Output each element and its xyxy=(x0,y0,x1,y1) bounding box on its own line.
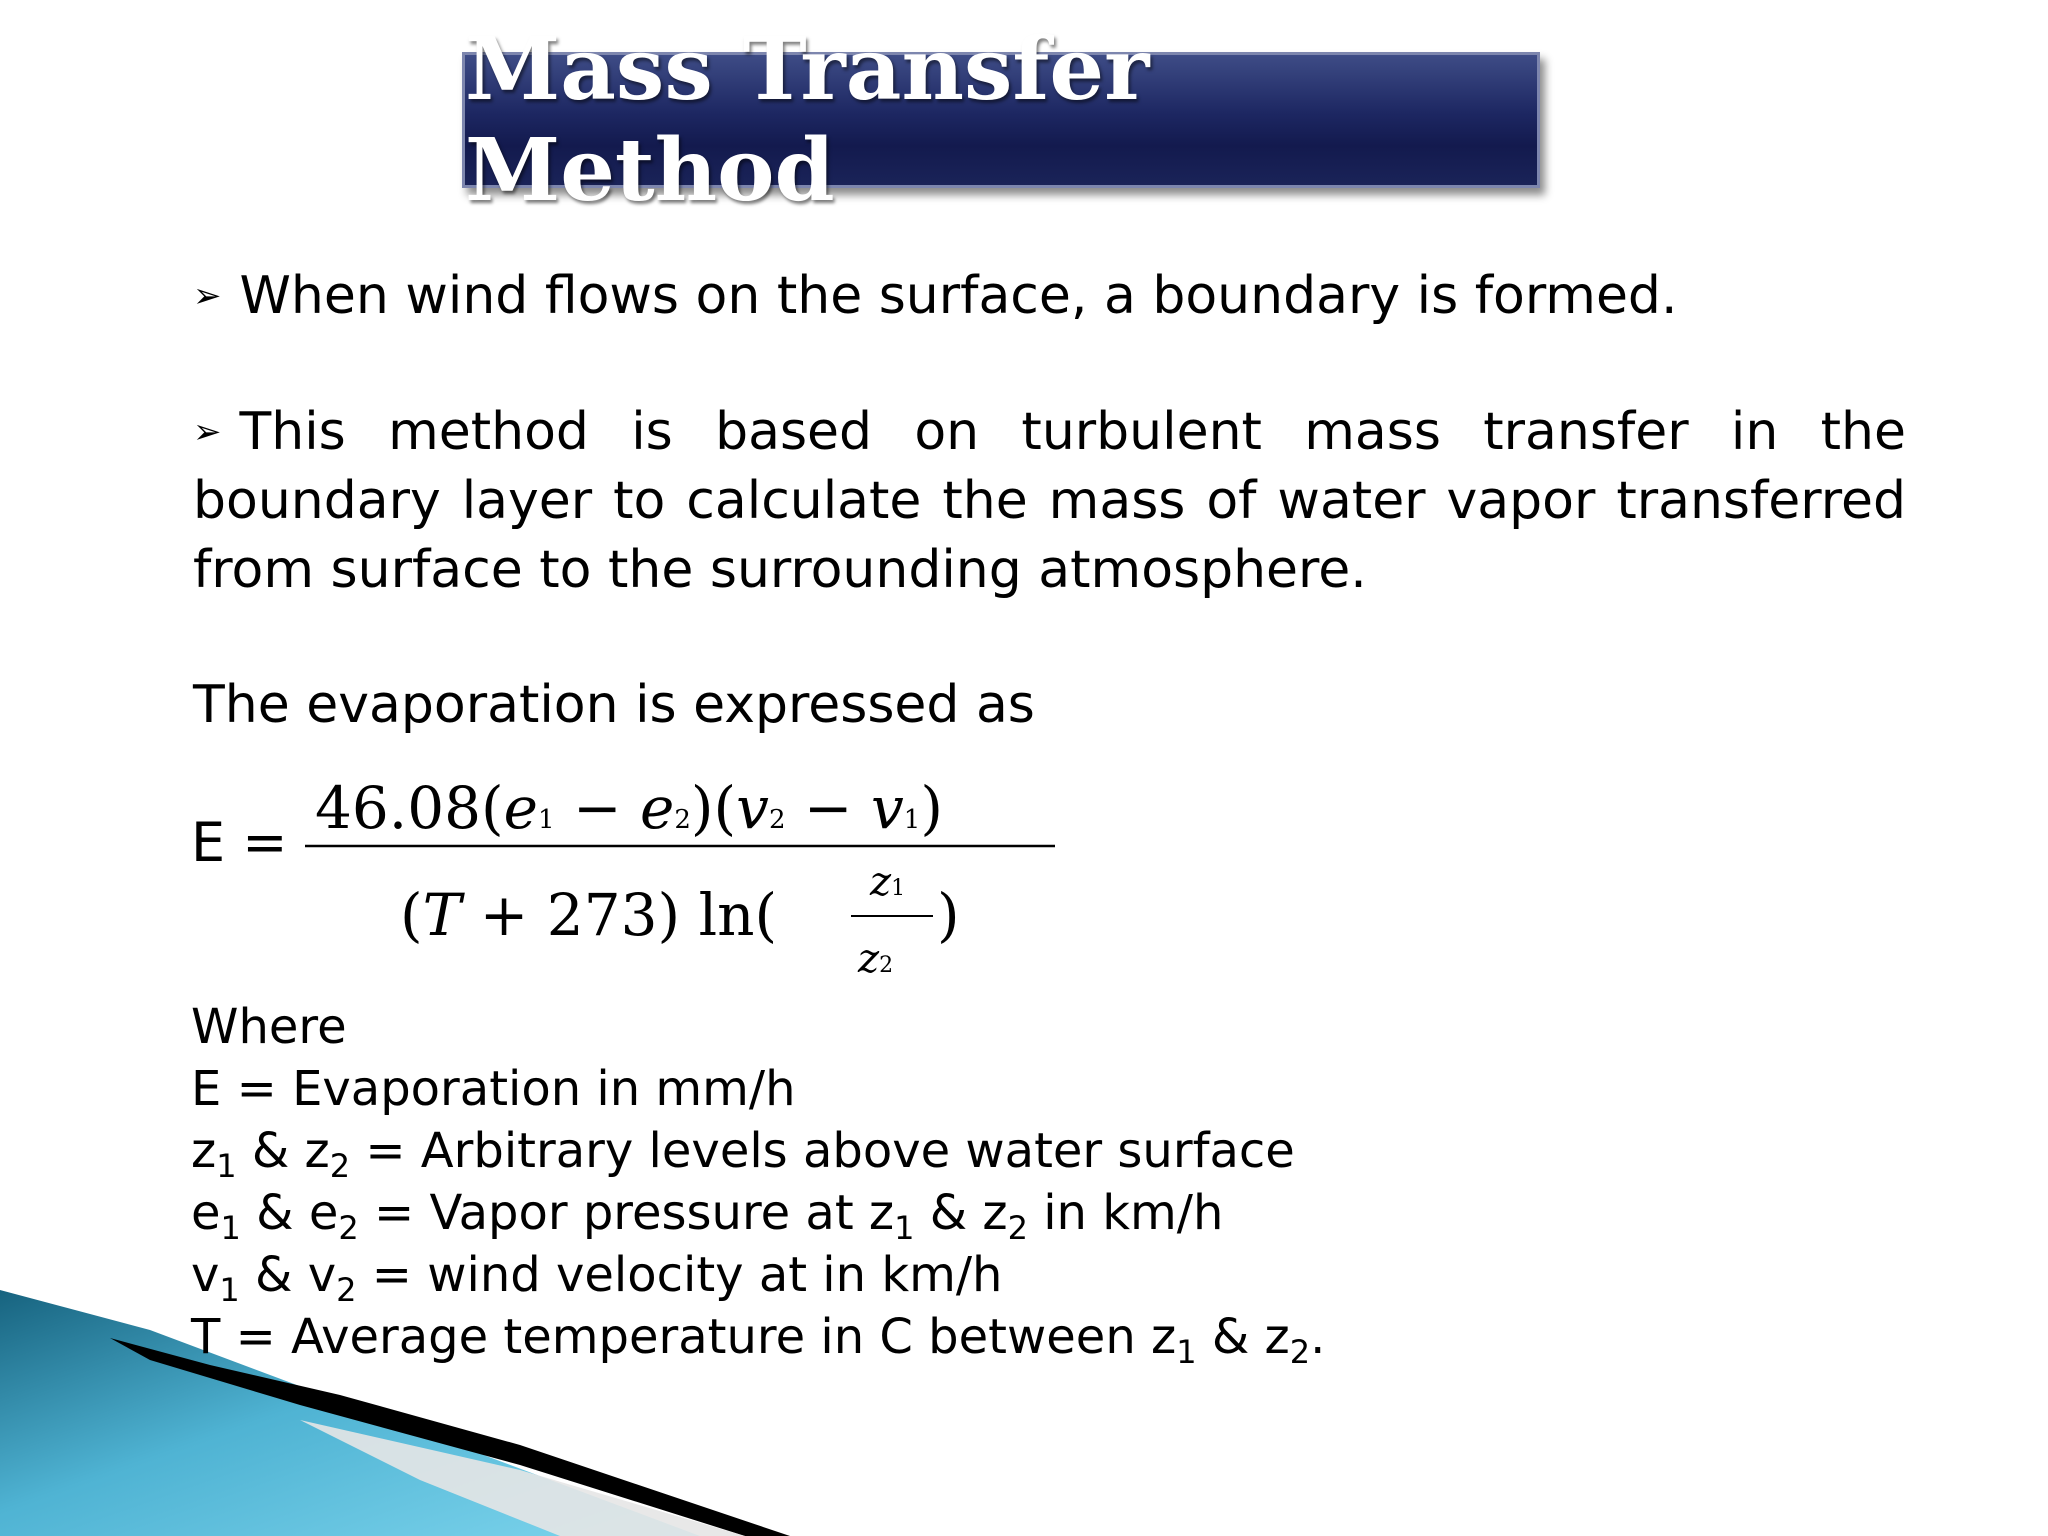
equation-denominator: (T + 273) ln( xyxy=(400,881,778,949)
bullet-text: This method is based on turbulent mass transfer in the boundary layer to calculate the mass of water vapor transferred from surface to the surrounding atmosphere. xyxy=(193,402,1906,600)
definition-e: $e_1$ & $e_2$ = Vapor pressure at $z_1$ & $z_2$ in km/h xyxy=(191,1185,1224,1247)
slide-title: Mass Transfer Method xyxy=(465,19,1150,221)
bullet-item xyxy=(193,398,1906,605)
arrow-bullet-icon: ➢ xyxy=(193,412,222,452)
bullet-text: When wind flows on the surface, a boundary is formed. xyxy=(239,266,1678,326)
definition-T: T = Average temperature in C between $z_1$ & $z_2$. xyxy=(191,1309,1326,1371)
definitions-list xyxy=(191,996,1326,1371)
equation-lhs: E = xyxy=(191,811,288,874)
equation-intro: The evaporation is expressed as xyxy=(193,675,1035,735)
arrow-bullet-icon: ➢ xyxy=(193,276,222,316)
where-label: Where xyxy=(191,999,347,1055)
equation-numerator: 46.08(e1 − e2)(v2 − v1) xyxy=(315,774,943,842)
definition-E: E = Evaporation in mm/h xyxy=(191,1061,796,1117)
definition-z: $z_1$ & $z_2$ = Arbitrary levels above water surface xyxy=(191,1123,1295,1185)
definition-v: $v_1$ & $v_2$ = wind velocity at in km/h xyxy=(191,1247,1003,1309)
evaporation-equation xyxy=(295,760,1075,1000)
inner-fraction-numerator: z1 xyxy=(870,859,906,905)
denominator-close-paren: ) xyxy=(937,881,960,949)
bullet-item xyxy=(193,262,1913,331)
inner-fraction-denominator: z2 xyxy=(858,936,894,982)
title-banner xyxy=(462,19,1540,221)
